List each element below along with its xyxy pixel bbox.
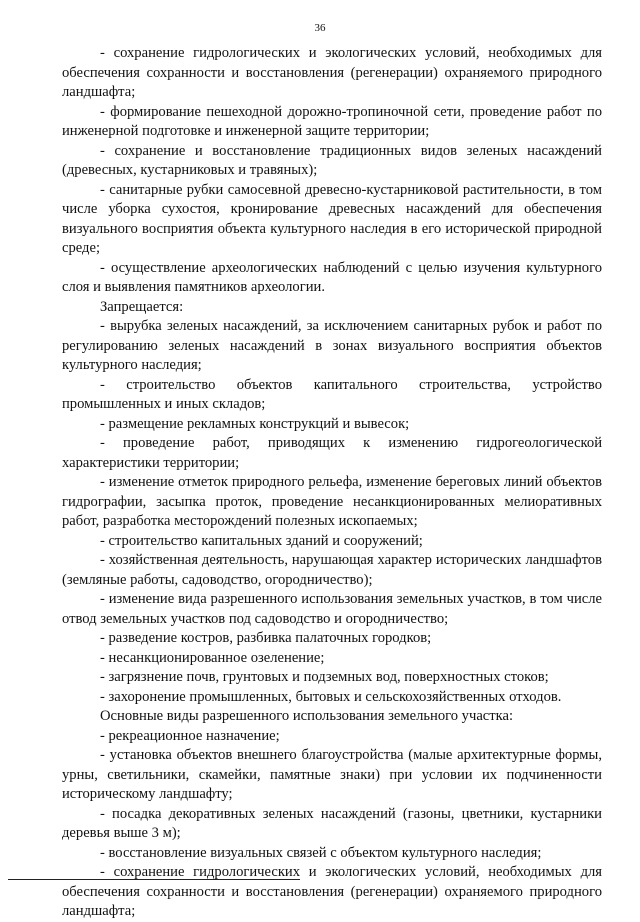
section-heading-prohibited: Запрещается: [100, 298, 184, 315]
paragraph: - восстановление визуальных связей с объектом культурного наследия; [100, 844, 542, 861]
paragraph: - несанкционированное озеленение; [100, 649, 325, 666]
paragraph: - размещение рекламных конструкций и вывесок; [100, 415, 410, 432]
paragraph: - рекреационное назначение; [100, 727, 280, 744]
paragraph: - изменение вида разрешенного использования земельных участков, в том числе отвод земельных участков под садоводство и огородничество; [62, 591, 602, 627]
paragraph: - формирование пешеходной дорожно-тропиночной сети, проведение работ по инженерной подготовке и инженерной защите территории; [62, 103, 602, 139]
paragraph: - сохранение и восстановление традиционных видов зеленых насаждений (древесных, кустарниковых и травяных); [62, 142, 602, 178]
paragraph: - вырубка зеленых насаждений, за исключением санитарных рубок и работ по регулированию зеленых насаждений в зонах визуального восприятия объектов культурного наследия; [62, 318, 602, 373]
paragraph: - строительство капитальных зданий и сооружений; [100, 532, 423, 549]
paragraph: - загрязнение почв, грунтовых и подземных вод, поверхностных стоков; [100, 669, 549, 685]
paragraph: - сохранение гидрологических и экологических условий, необходимых для обеспечения сохранности и восстановления (регенерации) охраняемого природного ландшафта; [62, 864, 602, 919]
paragraph: - хозяйственная деятельность, нарушающая характер исторических ландшафтов (земляные работы, садоводство, огородничество); [62, 552, 602, 588]
section-heading-permitted-use: Основные виды разрешенного использования земельного участка: [100, 708, 514, 724]
footnote-divider [8, 879, 300, 880]
paragraph: - осуществление археологических наблюдений с целью изучения культурного слоя и выявления памятников археологии. [62, 259, 602, 295]
paragraph: - посадка декоративных зеленых насаждений (газоны, цветники, кустарники деревья выше 3 м); [62, 805, 602, 841]
paragraph: - изменение отметок природного рельефа, изменение береговых линий объектов гидрографии, засыпка проток, проведение несанкционированных мелиоративных работ, разработка месторождений полезных ископаемых; [62, 474, 602, 529]
paragraph: - санитарные рубки самосевной древесно-кустарниковой растительности, в том числе уборка сухостоя, кронирование древесных насаждений для обеспечения визуального восприятия объекта культурного наследия в его исторической природной среде; [62, 181, 602, 256]
paragraph: - сохранение гидрологических и экологических условий, необходимых для обеспечения сохранности и восстановления (регенерации) охраняемого природного ландшафта; [62, 45, 602, 100]
paragraph: - захоронение промышленных, бытовых и сельскохозяйственных отходов. [100, 688, 562, 705]
document-body [62, 44, 602, 922]
paragraph: - установка объектов внешнего благоустройства (малые архитектурные формы, урны, светильники, скамейки, памятные знаки) при условии их подчиненности историческому ландшафту; [62, 747, 602, 802]
paragraph: - разведение костров, разбивка палаточных городков; [100, 630, 432, 646]
page-number: 36 [314, 22, 326, 34]
paragraph: - строительство объектов капитального строительства, устройство промышленных и иных складов; [62, 376, 602, 412]
paragraph: - проведение работ, приводящих к изменению гидрогеологической характеристики территории; [62, 435, 602, 471]
